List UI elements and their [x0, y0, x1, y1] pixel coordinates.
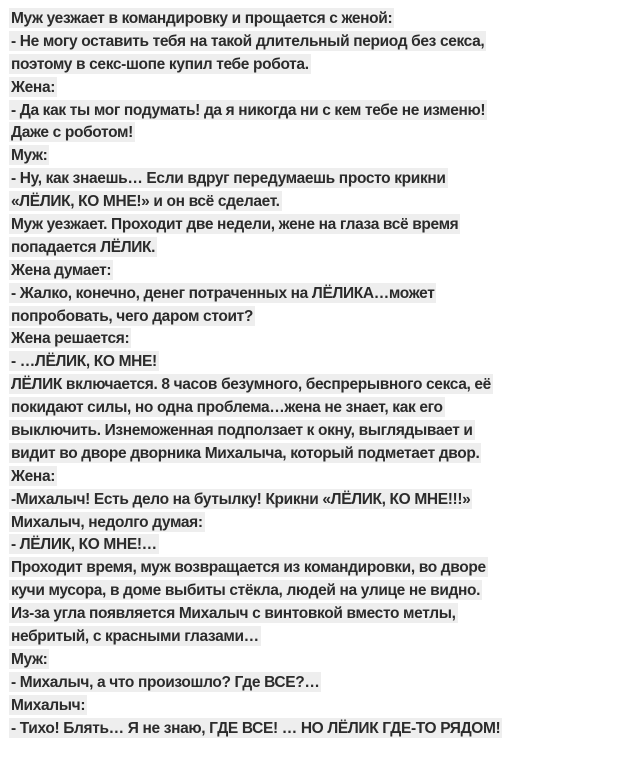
text-line: -Михалыч! Есть дело на бутылку! Крикни «ЛЁЛИК, КО МНЕ!!!»	[11, 490, 471, 508]
text-line: покидают силы, но одна проблема…жена не знает, как его	[11, 399, 443, 417]
text-line: Проходит время, муж возвращается из командировки, во дворе	[11, 559, 486, 577]
text-line: Жена:	[11, 467, 56, 485]
text-line: Михалыч:	[11, 696, 86, 714]
text-line: выключить. Изнеможенная подползает к окну, выглядывает и	[11, 422, 473, 440]
text-line: ЛЁЛИК включается. 8 часов безумного, беспрерывного секса, её	[11, 376, 491, 394]
text-line: - …ЛЁЛИК, КО МНЕ!	[11, 353, 157, 371]
text-line: Даже с роботом!	[11, 124, 133, 142]
text-line: кучи мусора, в доме выбиты стёкла, людей на улице не видно.	[11, 582, 481, 600]
text-line: - Михалыч, а что произошло? Где ВСЕ?…	[11, 673, 320, 691]
text-line: Жена думает:	[11, 261, 112, 279]
text-line: Муж уезжает в командировку и прощается с женой:	[11, 10, 393, 27]
text-line: Жена решается:	[11, 330, 130, 348]
text-line: поэтому в секс-шопе купил тебе робота.	[11, 55, 309, 73]
text-line: - ЛЁЛИК, КО МНЕ!…	[11, 536, 157, 554]
text-line: Муж уезжает. Проходит две недели, жене на глаза всё время	[11, 216, 459, 234]
text-line: - Тихо! Блять… Я не знаю, ГДЕ ВСЕ! … НО ЛЁЛИК ГДЕ-ТО РЯДОМ!	[11, 719, 501, 737]
text-line: - Не могу оставить тебя на такой длительный период без секса,	[11, 32, 485, 50]
text-line: Муж:	[11, 650, 48, 668]
joke-text	[9, 8, 635, 741]
text-line: попадается ЛЁЛИК.	[11, 238, 156, 256]
text-line: - Жалко, конечно, денег потраченных на ЛЁЛИКА…может	[11, 284, 435, 302]
text-line: видит во дворе дворника Михалыча, который подметает двор.	[11, 444, 480, 462]
text-line: - Да как ты мог подумать! да я никогда ни с кем тебе не изменю!	[11, 101, 486, 119]
text-line: попробовать, чего даром стоит?	[11, 307, 254, 325]
text-line: Жена:	[11, 78, 56, 96]
text-line: «ЛЁЛИК, КО МНЕ!» и он всё сделает.	[11, 193, 280, 211]
text-line: Михалыч, недолго думая:	[11, 513, 203, 531]
text-line: Из-за угла появляется Михалыч с винтовкой вместо метлы,	[11, 605, 456, 623]
text-line: - Ну, как знаешь… Если вдруг передумаешь просто крикни	[11, 170, 446, 188]
text-line: небритый, с красными глазами…	[11, 628, 259, 646]
text-line: Муж:	[11, 147, 48, 165]
